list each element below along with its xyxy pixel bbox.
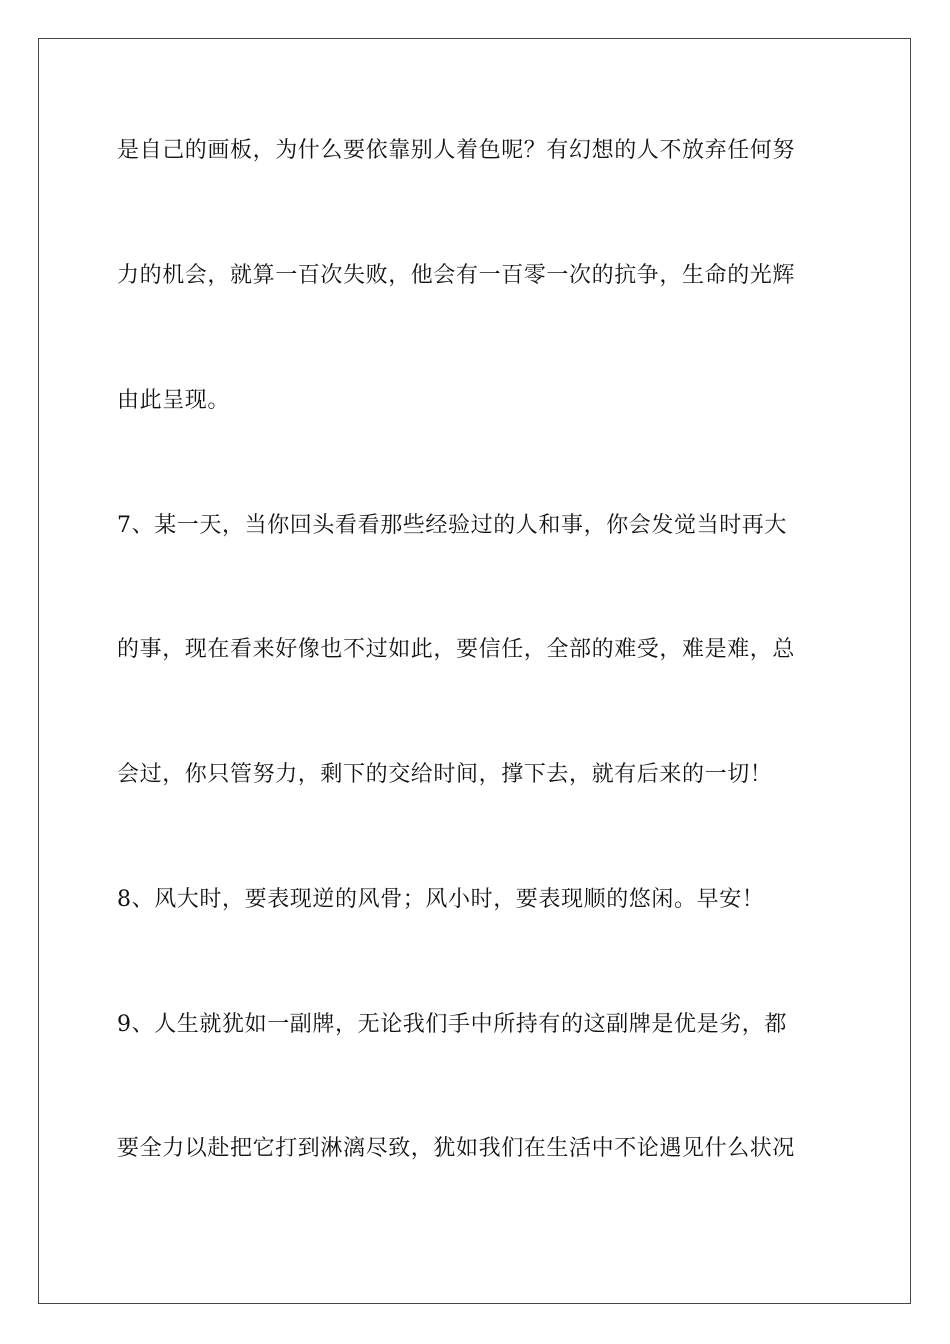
- text-line: 由此呈现。: [117, 388, 231, 413]
- text-line: 力的机会，就算一百次失败，他会有一百零一次的抗争，生命的光辉: [117, 263, 796, 288]
- page-border: [38, 38, 911, 1304]
- text-line: 是自己的画板，为什么要依靠别人着色呢？有幻想的人不放弃任何努: [117, 138, 796, 163]
- text-line: 9、人生就犹如一副牌，无论我们手中所持有的这副牌是优是劣，都: [117, 1012, 787, 1037]
- text-line: 8、风大时，要表现逆的风骨；风小时，要表现顺的悠闲。早安！: [117, 887, 765, 912]
- text-line: 的事，现在看来好像也不过如此，要信任，全部的难受，难是难，总: [117, 637, 796, 662]
- text-line: 要全力以赴把它打到淋漓尽致，犹如我们在生活中不论遇见什么状况: [117, 1136, 796, 1161]
- text-line: 会过，你只管努力，剩下的交给时间，撑下去，就有后来的一切！: [117, 762, 773, 787]
- text-line: 7、某一天，当你回头看看那些经验过的人和事，你会发觉当时再大: [117, 513, 787, 538]
